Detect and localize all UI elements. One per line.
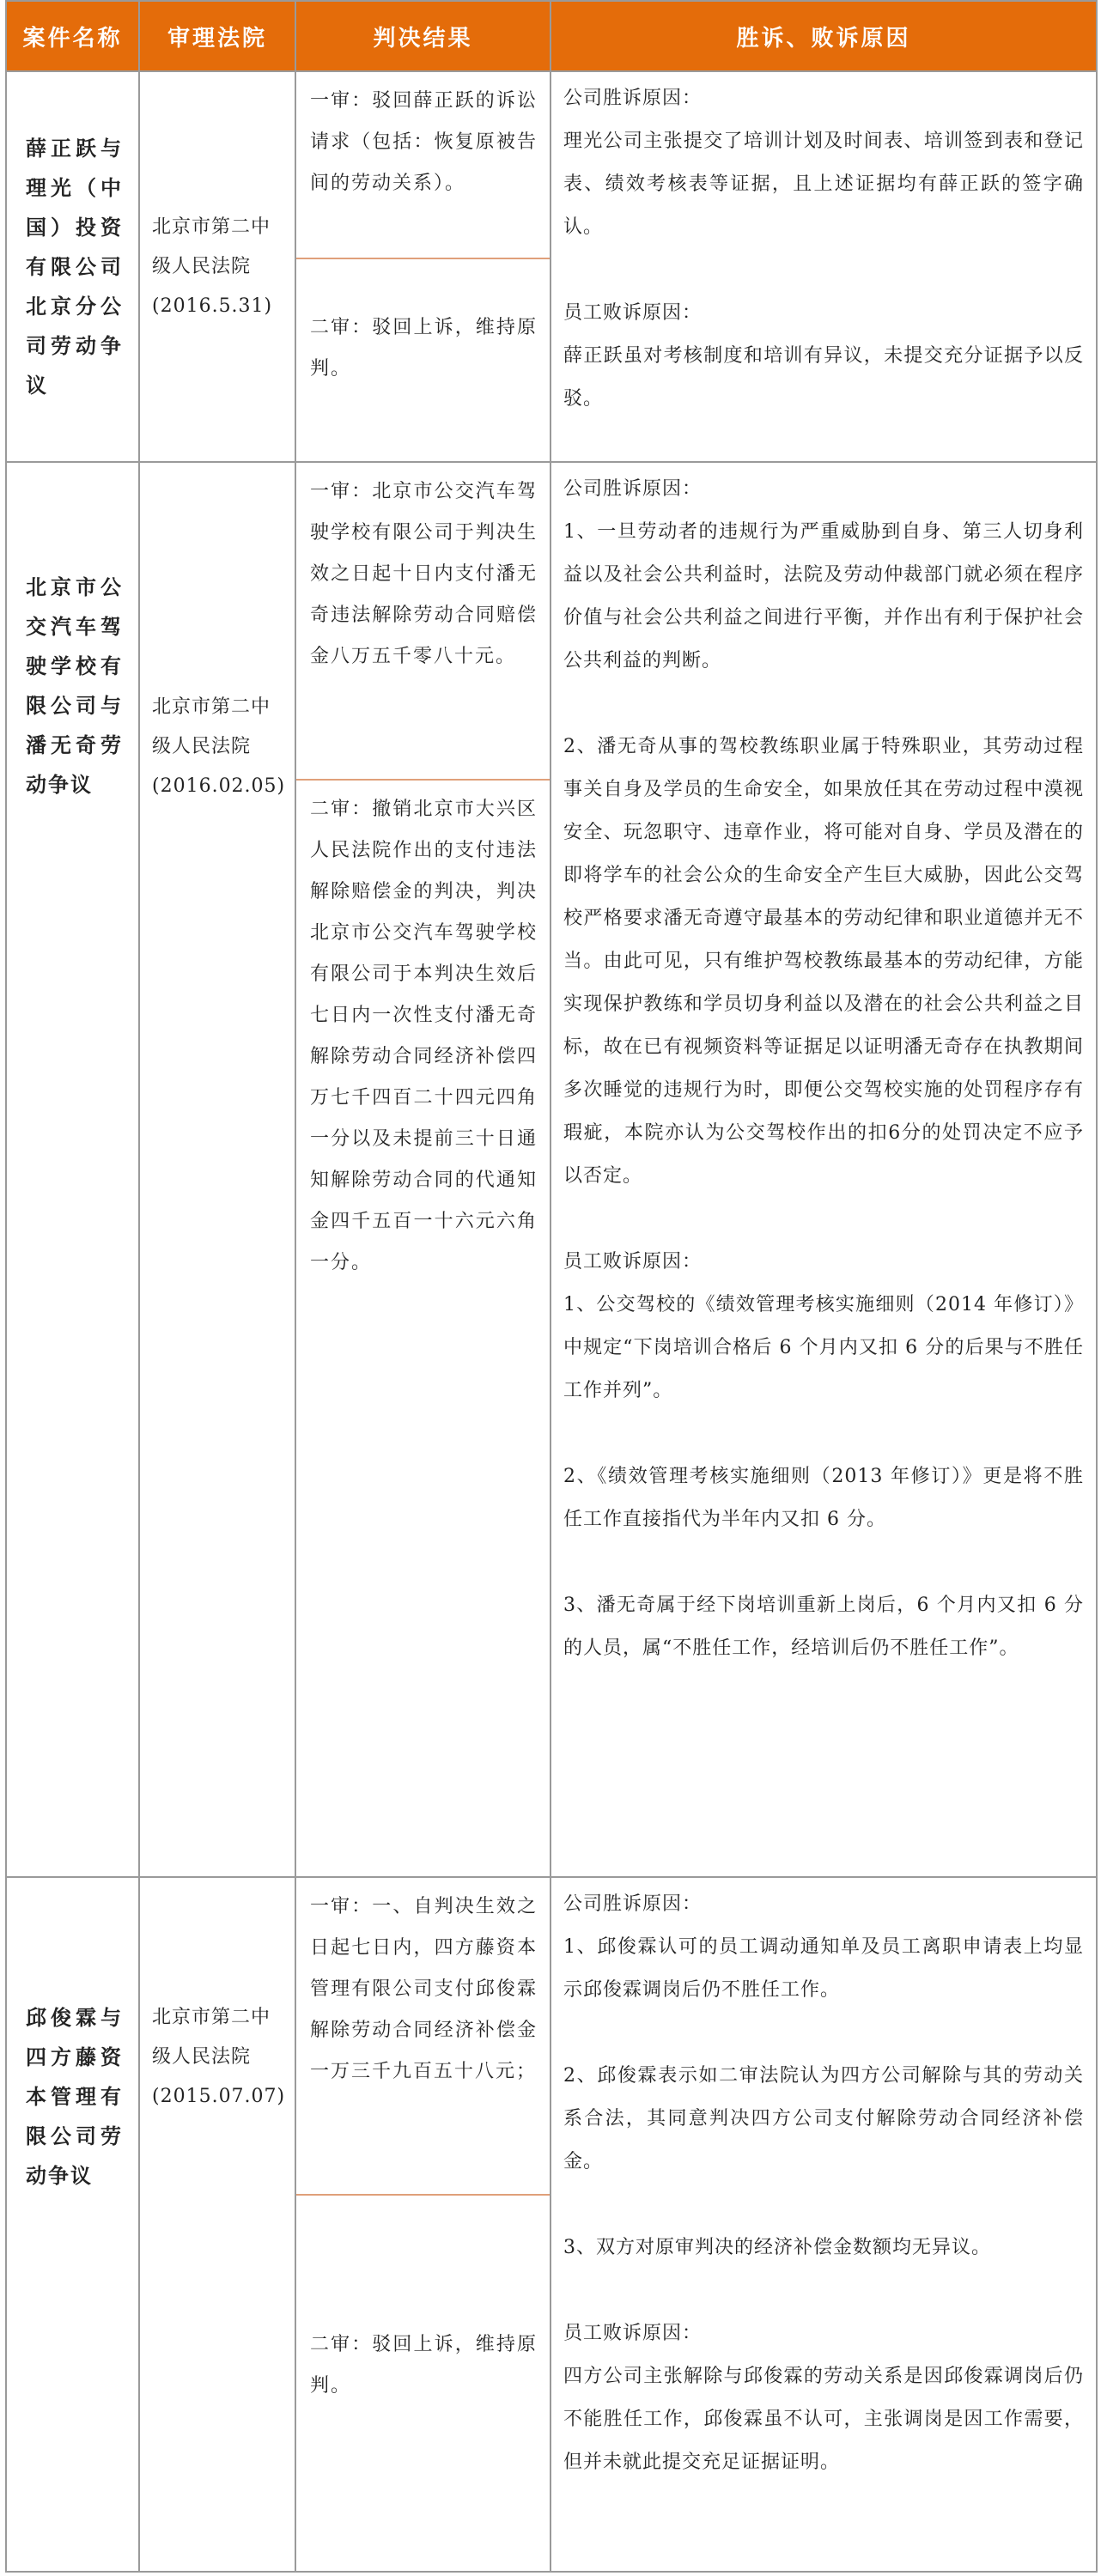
second-instance-verdict: 二审：驳回上诉，维持原判。 xyxy=(310,317,538,380)
employee-loss-reason-3: 3、潘无奇属于经下岗培训重新上岗后，6 个月内又扣 6 分的人员，属“不胜任工作，经培训后仍不胜任工作”。 xyxy=(563,1595,1084,1659)
company-win-reason-3: 3、双方对原审判决的经济补偿金数额均无异议。 xyxy=(563,2237,991,2258)
second-instance-verdict: 二审：撤销北京市大兴区人民法院作出的支付违法解除赔偿金的判决，判决北京市公交汽车驾驶学校有限公司于本判决生效后七日内一次性支付潘无奇解除劳动合同经济补偿四万七千四百二十四元四角一分以及未提前三十日通知解除劳动合同的代通知金四千五百一十六元六角一分。 xyxy=(310,799,538,1273)
reasons-cell xyxy=(550,462,1097,1877)
company-win-reason-2: 2、潘无奇从事的驾校教练职业属于特殊职业，其劳动过程事关自身及学员的生命安全，如果放任其在劳动过程中漠视安全、玩忽职守、违章作业，将可能对自身、学员及潜在的即将学车的社会公众的生命安全产生巨大威胁，因此公交驾校严格要求潘无奇遵守最基本的劳动纪律和职业道德并无不当。由此可见，只有维护驾校教练最基本的劳动纪律，方能实现保护教练和学员切身利益以及潜在的社会公共利益之目标，故在已有视频资料等证据足以证明潘无奇存在执教期间多次睡觉的违规行为时，即便公交驾校实施的处罚程序存有瑕疵，本院亦认为公交驾校作出的扣6分的处罚决定不应予以否定。 xyxy=(563,736,1084,1187)
first-instance-verdict: 一审：北京市公交汽车驾驶学校有限公司于判决生效之日起十日内支付潘无奇违法解除劳动合同赔偿金八万五千零八十元。 xyxy=(296,463,550,781)
verdict-cell xyxy=(295,462,550,1877)
company-win-reason-1: 1、一旦劳动者的违规行为严重威胁到自身、第三人切身利益以及社会公共利益时，法院及劳动仲裁部门就必须在程序价值与社会公共利益之间进行平衡，并作出有利于保护社会公共利益的判断。 xyxy=(563,521,1084,671)
verdict-cell xyxy=(295,1877,550,2572)
header-case-name: 案件名称 xyxy=(6,1,139,71)
header-court: 审理法院 xyxy=(139,1,295,71)
table-header-row xyxy=(6,1,1097,71)
company-win-reason-1: 1、邱俊霖认可的员工调动通知单及员工离职申请表上均显示邱俊霖调岗后仍不胜任工作。 xyxy=(563,1936,1084,2001)
case-name-cell: 薛正跃与理光（中国）投资有限公司北京分公司劳动争议 xyxy=(6,71,139,462)
case-comparison-table xyxy=(5,0,1098,2573)
employee-loss-reason-1: 1、公交驾校的《绩效管理考核实施细则（2014 年修订）》中规定“下岗培训合格后 6 个月内又扣 6 分的后果与不胜任工作并列”。 xyxy=(563,1294,1084,1401)
company-win-title: 公司胜诉原因： xyxy=(563,478,703,500)
employee-loss-title: 员工败诉原因： xyxy=(563,1251,703,1273)
court-cell: 北京市第二中级人民法院(2016.02.05) xyxy=(139,462,295,1877)
employee-loss-title: 员工败诉原因： xyxy=(563,2323,703,2344)
employee-loss-title: 员工败诉原因： xyxy=(563,302,703,324)
header-verdict: 判决结果 xyxy=(295,1,550,71)
employee-loss-reason: 四方公司主张解除与邱俊霖的劳动关系是因邱俊霖调岗后仍不能胜任工作，邱俊霖虽不认可，主张调岗是因工作需要，但并未就此提交充足证据证明。 xyxy=(563,2366,1084,2473)
verdict-cell xyxy=(295,71,550,462)
company-win-reason-2: 2、邱俊霖表示如二审法院认为四方公司解除与其的劳动关系合法，其同意判决四方公司支付解除劳动合同经济补偿金。 xyxy=(563,2065,1084,2172)
second-instance-verdict: 二审：驳回上诉，维持原判。 xyxy=(310,2334,538,2397)
court-cell: 北京市第二中级人民法院(2016.5.31) xyxy=(139,71,295,462)
employee-loss-reason-2: 2、《绩效管理考核实施细则（2013 年修订）》更是将不胜任工作直接指代为半年内又扣 6 分。 xyxy=(563,1466,1084,1530)
first-instance-verdict: 一审：一、自判决生效之日起七日内，四方藤资本管理有限公司支付邱俊霖解除劳动合同经济补偿金一万三千九百五十八元； xyxy=(296,1878,550,2196)
court-cell: 北京市第二中级人民法院(2015.07.07) xyxy=(139,1877,295,2572)
case-name-cell: 北京市公交汽车驾驶学校有限公司与潘无奇劳动争议 xyxy=(6,462,139,1877)
company-win-title: 公司胜诉原因： xyxy=(563,88,703,109)
table-row xyxy=(6,1877,1097,2572)
table-row xyxy=(6,71,1097,462)
employee-loss-reason: 薛正跃虽对考核制度和培训有异议，未提交充分证据予以反驳。 xyxy=(563,345,1084,410)
header-reasons: 胜诉、败诉原因 xyxy=(550,1,1097,71)
table-row xyxy=(6,462,1097,1877)
company-win-reason: 理光公司主张提交了培训计划及时间表、培训签到表和登记表、绩效考核表等证据，且上述证据均有薛正跃的签字确认。 xyxy=(563,131,1084,238)
case-name-cell: 邱俊霖与四方藤资本管理有限公司劳动争议 xyxy=(6,1877,139,2572)
company-win-title: 公司胜诉原因： xyxy=(563,1893,703,1915)
first-instance-verdict: 一审：驳回薛正跃的诉讼请求（包括：恢复原被告间的劳动关系）。 xyxy=(296,72,550,259)
reasons-cell xyxy=(550,1877,1097,2572)
reasons-cell xyxy=(550,71,1097,462)
